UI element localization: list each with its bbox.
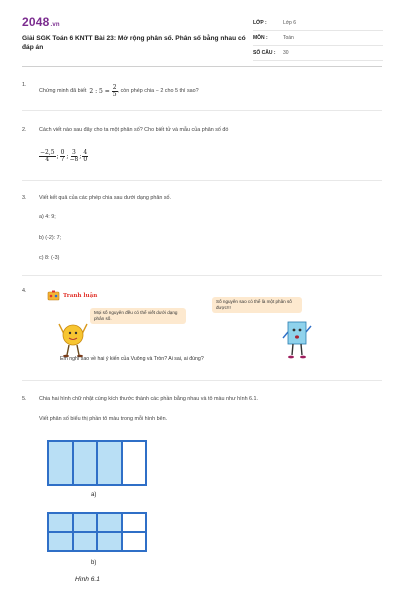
grid-cell-shaded bbox=[97, 441, 122, 485]
question-number: 3. bbox=[22, 195, 27, 201]
grid-cell-shaded bbox=[48, 441, 73, 485]
fraction: $\frac{4}{0}$ bbox=[83, 149, 88, 163]
figure-b-caption: b) bbox=[91, 560, 97, 566]
grid-cell-shaded bbox=[73, 441, 98, 485]
figure-a-grid bbox=[47, 440, 147, 486]
meta-row-subject bbox=[253, 31, 383, 46]
document-title: Giải SGK Toán 6 KNTT Bài 23: Mở rộng phân số. Phân số bằng nhau có đáp án bbox=[22, 35, 246, 51]
figure-b-grid bbox=[47, 512, 147, 552]
q4-question: Em nghĩ sao về hai ý kiến của Vuông và Tròn? Ai sai, ai đúng? bbox=[60, 356, 204, 362]
fraction: $\frac{3}{-8}$ bbox=[69, 149, 79, 163]
question-divider bbox=[22, 275, 382, 276]
question-1-text: Chứng minh đã biết 2 : 5 = $\frac{2}{5}$ , còn phép chia − 2 cho 5 thì sao? bbox=[39, 84, 199, 98]
speech-bubble-right: Số nguyên sao có thể là một phân số được!!! bbox=[212, 297, 302, 313]
meta-row-class bbox=[253, 16, 383, 31]
question-divider bbox=[22, 180, 382, 181]
discussion-label: Tranh luận bbox=[63, 293, 98, 299]
question-3-text: Viết kết quả của các phép chia sau dưới dạng phân số. bbox=[39, 195, 172, 201]
vuong-character-icon bbox=[282, 318, 312, 360]
grid-cell-empty bbox=[122, 441, 147, 485]
question-5-text: Chia hai hình chữ nhật cùng kích thước thành các phần bằng nhau và tô màu như hình 6.1. bbox=[39, 396, 259, 402]
meta-value: Lớp 6 bbox=[283, 20, 297, 26]
discussion-icon bbox=[47, 290, 60, 301]
question-divider bbox=[22, 380, 382, 381]
grid-cell-empty bbox=[122, 532, 147, 551]
meta-panel bbox=[253, 16, 383, 61]
q3-item: b) (-2): 7; bbox=[39, 235, 62, 241]
meta-row-count bbox=[253, 46, 383, 61]
tron-character-icon bbox=[58, 318, 88, 358]
q3-item: a) 4: 9; bbox=[39, 214, 56, 220]
grid-cell-empty bbox=[122, 513, 147, 532]
question-2-text: Cách viết nào sau đây cho ta một phân số? Cho biết tử và mẫu của phân số đó bbox=[39, 127, 229, 133]
grid-cell-shaded bbox=[73, 513, 98, 532]
question-number: 2. bbox=[22, 127, 27, 133]
fraction: $\frac{-2,5}{4}$ bbox=[40, 149, 55, 163]
q1-fraction: $\frac{2}{5}$ bbox=[112, 84, 117, 98]
question-number: 1. bbox=[22, 82, 27, 88]
q2-fractions: $\frac{-2,5}{4}$ ; $\frac{0}{7}$ ; $\frac{3}{-8}$ ; $\frac{4}{0}$ bbox=[40, 149, 88, 163]
question-number: 5. bbox=[22, 396, 27, 402]
question-number: 4. bbox=[22, 288, 27, 294]
figure-a-caption: a) bbox=[91, 492, 97, 498]
meta-value: Toán bbox=[283, 35, 294, 41]
question-divider bbox=[22, 110, 382, 111]
meta-value: 30 bbox=[283, 50, 289, 56]
header-divider bbox=[22, 66, 382, 67]
grid-cell-shaded bbox=[48, 532, 73, 551]
meta-key: LỚP : bbox=[253, 20, 267, 26]
fraction: $\frac{0}{7}$ bbox=[60, 149, 65, 163]
grid-cell-shaded bbox=[48, 513, 73, 532]
site-logo[interactable]: 2048.vn bbox=[22, 15, 60, 29]
q1-expression: 2 : 5 = bbox=[89, 88, 110, 95]
speech-bubble-left: Mọi số nguyên đều có thể viết dưới dạng phân số. bbox=[90, 308, 186, 324]
grid-cell-shaded bbox=[73, 532, 98, 551]
figure-caption: Hình 6.1 bbox=[75, 576, 100, 583]
meta-key: SỐ CÂU : bbox=[253, 50, 276, 56]
question-5-subtext: Viết phân số biểu thị phần tô màu trong mỗi hình bên. bbox=[39, 416, 168, 422]
grid-cell-shaded bbox=[97, 513, 122, 532]
grid-cell-shaded bbox=[97, 532, 122, 551]
q3-item: c) 8: (-3) bbox=[39, 255, 60, 261]
meta-key: MÔN : bbox=[253, 35, 268, 41]
